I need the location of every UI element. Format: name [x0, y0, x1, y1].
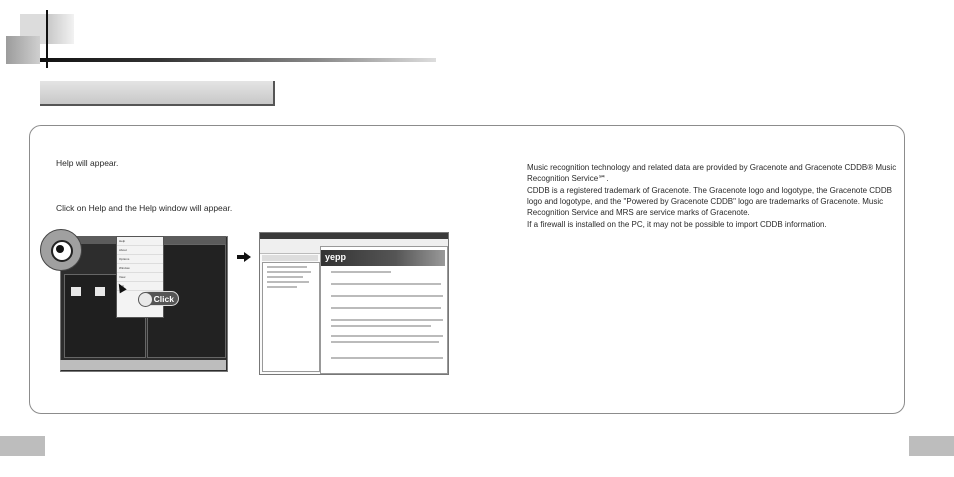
content-line	[331, 357, 443, 359]
click-circle-icon	[138, 292, 153, 307]
folder-icon	[71, 287, 81, 296]
menu-item: Options	[117, 255, 163, 264]
content-line	[331, 325, 431, 327]
folder-icon	[95, 287, 105, 296]
menu-item: Exit	[117, 282, 163, 291]
menu-item: Help	[117, 237, 163, 246]
content-line	[331, 307, 441, 309]
header-decoration-block	[48, 14, 74, 44]
gracenote-notice-p2: CDDB is a registered trademark of Gracenote. The Gracenote logo and logotype, the Gracenote CDDB logo and logotype, and the "Powered by Gracenote CDDB" logo are trademarks of Gracenote. Music Recognition Service and MRS are service marks of Gracenote.	[527, 185, 892, 218]
tree-line	[267, 271, 311, 273]
gracenote-notice-p3: If a firewall is installed on the PC, it may not be possible to import CDDB information.	[527, 219, 827, 229]
player-toolbar	[60, 360, 226, 370]
content-line	[331, 295, 443, 297]
content-line	[331, 341, 439, 343]
content-line	[331, 335, 443, 337]
control-wheel-dot-icon	[56, 245, 64, 253]
content-line	[331, 271, 391, 273]
tree-line	[267, 281, 309, 283]
menu-item: View	[117, 273, 163, 282]
page-tab-right	[909, 436, 954, 456]
tree-line	[267, 286, 297, 288]
header-decoration-block	[6, 36, 40, 64]
click-callout: Click	[141, 291, 179, 306]
menu-item: About	[117, 246, 163, 255]
right-arrow-icon	[237, 252, 251, 262]
help-note: Help will appear.	[56, 158, 119, 168]
help-instruction: Click on Help and the Help window will appear.	[56, 203, 233, 213]
yepp-logo: yepp	[325, 252, 347, 262]
gracenote-notice	[527, 162, 897, 230]
content-line	[331, 283, 441, 285]
tree-line	[267, 266, 307, 268]
tree-line	[267, 276, 303, 278]
help-window-tabs	[262, 255, 318, 261]
help-window-contents-tree	[262, 262, 320, 372]
header-horizontal-rule	[40, 58, 436, 62]
section-heading-bar	[40, 81, 275, 106]
gracenote-notice-p1: Music recognition technology and related data are provided by Gracenote and Gracenote CDDB® Music Recognition Service℠.	[527, 163, 897, 184]
page-tab-left	[0, 436, 45, 456]
content-line	[331, 319, 443, 321]
menu-item: Window	[117, 264, 163, 273]
